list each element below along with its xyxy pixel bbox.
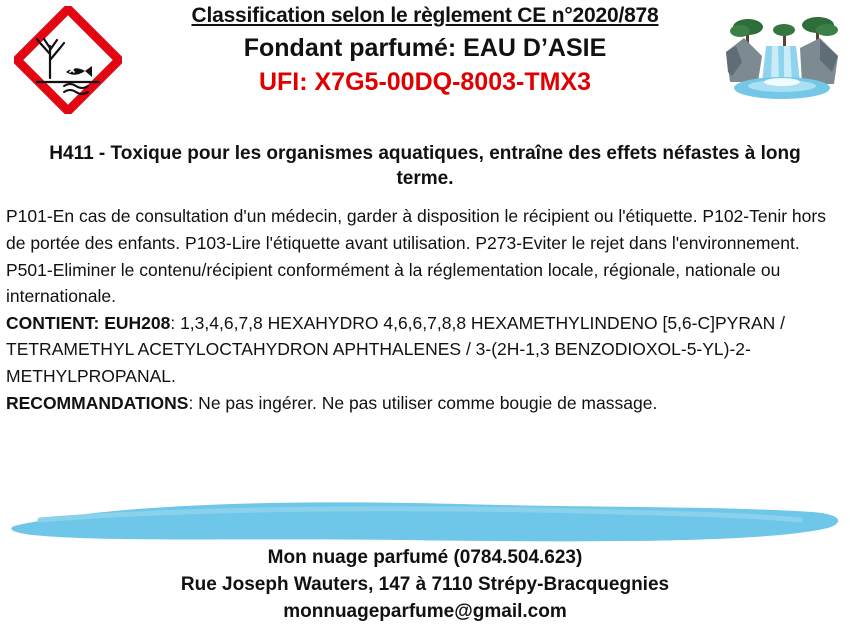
blue-brush-stroke-divider — [0, 492, 850, 552]
contains-line — [6, 310, 844, 390]
recommendations-text: : Ne pas ingérer. Ne pas utiliser comme bougie de massage. — [188, 392, 658, 413]
footer-address: Rue Joseph Wauters, 147 à 7110 Strépy-Bracquegnies — [180, 573, 670, 595]
page-title-regulation: Classification selon le règlement CE n°2020/878 — [191, 4, 659, 27]
recommendations-line — [6, 390, 844, 417]
ghs09-environment-hazard-icon — [14, 6, 122, 114]
recommendations-label: RECOMMANDATIONS — [6, 392, 189, 413]
footer-contact — [0, 545, 850, 626]
label-header — [0, 0, 850, 128]
precautionary-statements: P101-En cas de consultation d'un médecin, garder à disposition le récipient ou l'étiquette. P102-Tenir hors de portée des enfants. P103-Lire l'étiquette avant utilisation. P273-Eviter le rejet dans l'environnement. P501-Eliminer le contenu/récipient conformément à la réglementation locale, régionale, nationale ou internationale. — [6, 206, 826, 307]
ufi-code: UFI: X7G5-00DQ-8003-TMX3 — [258, 67, 592, 96]
waterfall-rocks-trees-illustration — [722, 12, 842, 108]
hazard-statement: H411 - Toxique pour les organismes aquatiques, entraîne des effets néfastes à long terme. — [49, 143, 801, 189]
contains-label: CONTIENT: EUH208 — [6, 312, 171, 333]
label-body — [6, 203, 844, 416]
contains-text: : 1,3,4,6,7,8 HEXAHYDRO 4,6,6,7,8,8 HEXAMETHYLINDENO [5,6-C]PYRAN / TETRAMETHYL ACETYLOCTAHYDRON APHTHALENES / 3-(2H-1,3 BENZODIOXOL-5-YL)-2-METHYLPROPANAL. — [6, 312, 786, 386]
footer-email: monnuageparfume@gmail.com — [283, 600, 567, 622]
footer-company: Mon nuage parfumé (0784.504.623) — [267, 547, 583, 568]
page-title-product: Fondant parfumé: EAU D’ASIE — [243, 34, 607, 63]
